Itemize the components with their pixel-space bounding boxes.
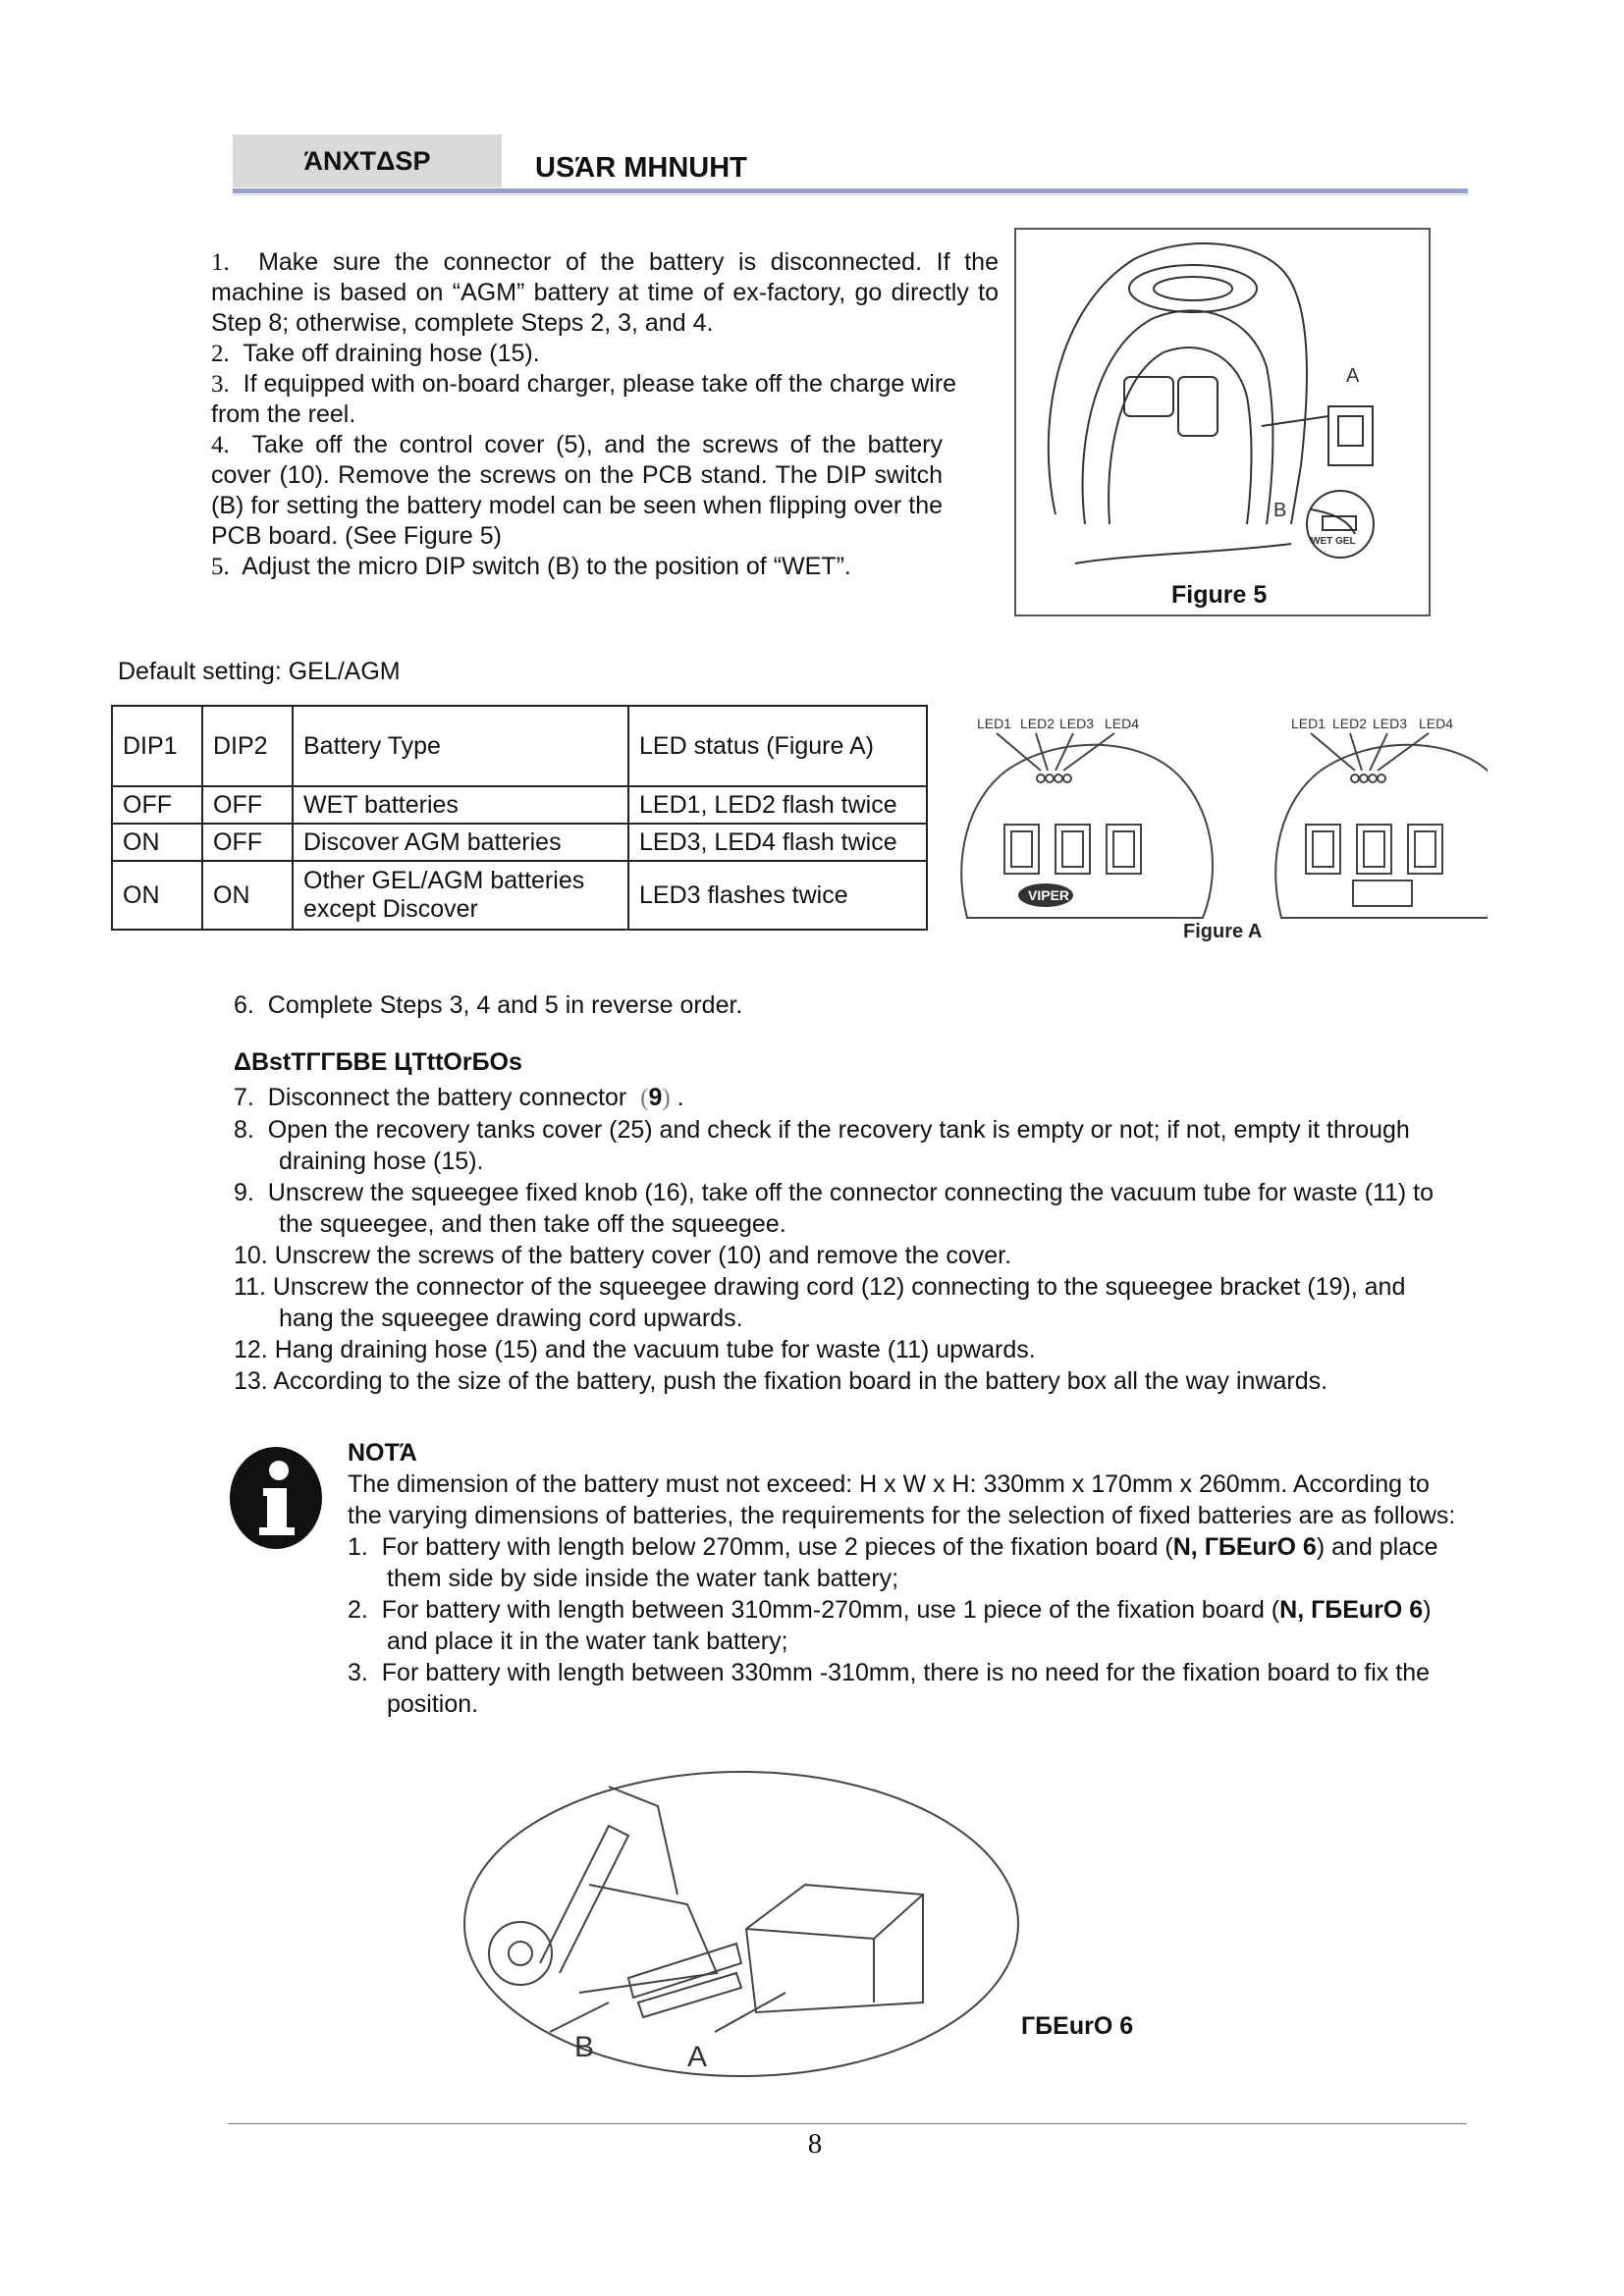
step-item: 5. Adjust the micro DIP switch (B) to the position of “WET”. <box>211 553 851 580</box>
led-label: LED2 <box>1332 716 1368 731</box>
step-item: 7. Disconnect the battery connector (9) . <box>234 1084 684 1111</box>
step-item: 12. Hang draining hose (15) and the vacuum tube for waste (11) upwards. <box>234 1336 1036 1363</box>
page-title: USΆR MHNUHT <box>535 152 747 184</box>
table-row: ON OFF Discover AGM batteries LED3, LED4 flash twice <box>112 824 927 861</box>
table-row: ON ON Other GEL/AGM batteries except Discover LED3 flashes twice <box>112 861 927 930</box>
battery-install-illustration <box>461 1767 1021 2101</box>
steps-top <box>211 247 999 582</box>
header-rule-thin <box>233 194 1468 195</box>
step-item: 2. Take off draining hose (15). <box>211 340 540 367</box>
step-item: 11. Unscrew the connector of the squeegee drawing cord (12) connecting to the squeegee bracket (19), and hang the squeegee drawing cord upwards. <box>234 1273 1406 1332</box>
step-item: 3. If equipped with on-board charger, please take off the charge wire from the reel. <box>211 370 957 428</box>
control-panel-illustration <box>957 712 1488 957</box>
table-header: DIP1 <box>112 706 202 786</box>
dip-switch-table <box>111 705 928 931</box>
default-setting: Default setting: GEL/AGM <box>118 658 401 685</box>
info-icon <box>228 1445 324 1556</box>
figure-a-caption: Figure A <box>1183 921 1263 942</box>
page-number: 8 <box>807 2128 823 2160</box>
table-header-row <box>112 706 927 786</box>
step-item: 13. According to the size of the battery, push the fixation board in the battery box all the way inwards. <box>234 1367 1328 1395</box>
note-title: NOTΆ <box>348 1439 417 1467</box>
section-heading: ΔBstTΓΓБBE ЦTttOrБOs <box>234 1048 522 1076</box>
header-tab-label: ΆNXTΔSP <box>303 145 431 176</box>
figure6-label-a: A <box>687 2041 708 2073</box>
machine-illustration <box>1016 230 1429 614</box>
figure-6 <box>461 1767 1021 2101</box>
table-header: LED status (Figure A) <box>628 706 927 786</box>
table-header: Battery Type <box>293 706 628 786</box>
figure6-label-b: B <box>574 2031 595 2063</box>
figure-5-caption: Figure 5 <box>1171 581 1268 609</box>
led-label: LED4 <box>1105 716 1140 731</box>
list-item: 2. For battery with length between 310mm-270mm, use 1 piece of the fixation board (N, ГБEurO 6) and place it in the water tank battery; <box>348 1596 1432 1655</box>
figure5-label-b: B <box>1273 500 1287 521</box>
step-item: 8. Open the recovery tanks cover (25) and check if the recovery tank is empty or not; if not, empty it through draining hose (15). <box>234 1116 1410 1175</box>
list-item: 3. For battery with length between 330mm -310mm, there is no need for the fixation board to fix the position. <box>348 1659 1431 1718</box>
step-item: 1. Make sure the connector of the battery is disconnected. If the machine is based on “AGM” battery at time of ex-factory, go directly to Step 8; otherwise, complete Steps 2, 3, and 4. <box>211 248 999 337</box>
led-label: LED3 <box>1373 716 1408 731</box>
table-row: OFF OFF WET batteries LED1, LED2 flash twice <box>112 786 927 824</box>
figure-5 <box>1014 228 1431 616</box>
table-header: DIP2 <box>202 706 293 786</box>
list-item: 1. For battery with length below 270mm, use 2 pieces of the fixation board (N, ГБEurO 6) and place them side by side inside the water tank battery; <box>348 1533 1438 1592</box>
led-label: LED3 <box>1059 716 1095 731</box>
header-rule <box>233 188 1468 193</box>
led-label: LED1 <box>977 716 1012 731</box>
figure-a <box>957 712 1488 957</box>
figure5-label-a: A <box>1346 365 1360 387</box>
header-tab <box>233 134 502 187</box>
step-item: 9. Unscrew the squeegee fixed knob (16), take off the connector connecting the vacuum tube for waste (11) to the squeegee, and then take off the squeegee. <box>234 1179 1435 1238</box>
footer-rule <box>228 2123 1467 2124</box>
steps-main <box>234 1082 1451 1397</box>
figure-6-caption: ГБEurO 6 <box>1021 2012 1134 2040</box>
step-item: 6. Complete Steps 3, 4 and 5 in reverse order. <box>234 991 743 1019</box>
led-label: LED4 <box>1419 716 1454 731</box>
viper-logo-text: VIPER <box>1028 887 1070 903</box>
step-item: 4. Take off the control cover (5), and the screws of the battery cover (10). Remove the screws on the PCB stand. The DIP switch (B) for setting the battery model can be seen when flipping over the PCB board. (See Figure 5) <box>211 431 943 550</box>
led-label: LED2 <box>1020 716 1056 731</box>
note-intro: The dimension of the battery must not exceed: H x W x H: 330mm x 170mm x 260mm. According to the varying dimensions of batteries, the requirements for the selection of fixed batteries are as follows: <box>348 1470 1456 1529</box>
figure5-switch-text: WET GEL <box>1311 536 1356 547</box>
step-item: 10. Unscrew the screws of the battery cover (10) and remove the cover. <box>234 1242 1012 1269</box>
led-label: LED1 <box>1291 716 1326 731</box>
note-block <box>348 1437 1457 1720</box>
